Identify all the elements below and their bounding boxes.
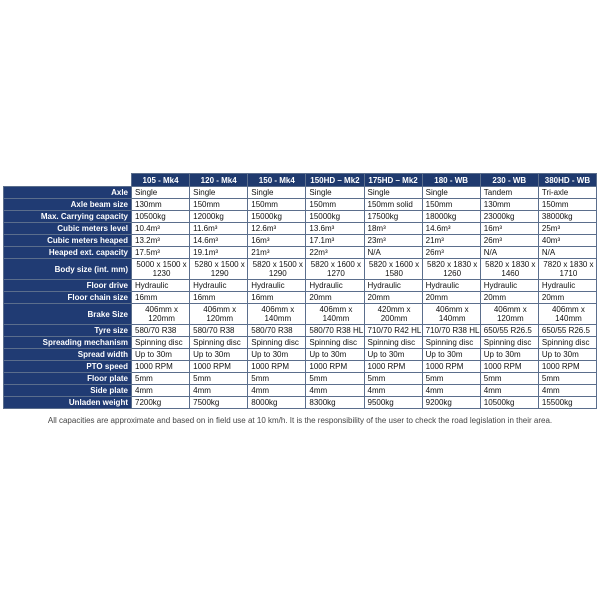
table-cell: 17.5m³ [132,247,190,259]
table-cell: Up to 30m [132,349,190,361]
table-cell: 5mm [480,373,538,385]
table-cell: 130mm [480,199,538,211]
row-label: Floor chain size [4,292,132,304]
table-cell: 150mm [538,199,596,211]
table-cell: 40m³ [538,235,596,247]
row-label: Body size (int. mm) [4,259,132,280]
table-cell: 38000kg [538,211,596,223]
table-cell: Single [422,187,480,199]
row-label: Spreading mechanism [4,337,132,349]
spec-body [4,187,597,409]
table-cell: 1000 RPM [538,361,596,373]
table-cell: 406mm x 140mm [422,304,480,325]
table-row [4,280,597,292]
table-cell: 16mm [248,292,306,304]
spec-table [3,173,597,409]
table-row [4,385,597,397]
column-header: 105 - Mk4 [132,174,190,187]
table-cell: N/A [364,247,422,259]
table-cell: 5mm [538,373,596,385]
table-cell: 650/55 R26.5 [480,325,538,337]
table-cell: Tri-axle [538,187,596,199]
table-cell: 20mm [422,292,480,304]
table-row [4,247,597,259]
table-cell: 580/70 R38 [132,325,190,337]
table-cell: 10500kg [132,211,190,223]
table-cell: Hydraulic [190,280,248,292]
table-row [4,304,597,325]
row-label: Tyre size [4,325,132,337]
table-cell: 16m³ [248,235,306,247]
table-cell: 8300kg [306,397,364,409]
table-cell: 5mm [364,373,422,385]
table-cell: 11.6m³ [190,223,248,235]
row-label: Axle [4,187,132,199]
table-cell: Up to 30m [538,349,596,361]
table-cell: Spinning disc [132,337,190,349]
header-corner [4,174,132,187]
table-cell: Up to 30m [248,349,306,361]
table-cell: 20mm [364,292,422,304]
table-cell: 17.1m³ [306,235,364,247]
table-cell: Up to 30m [190,349,248,361]
row-label: Spread width [4,349,132,361]
table-cell: 580/70 R38 [190,325,248,337]
table-cell: Spinning disc [538,337,596,349]
table-cell: 16mm [190,292,248,304]
table-cell: 4mm [364,385,422,397]
table-cell: 21m³ [248,247,306,259]
table-cell: 20mm [538,292,596,304]
table-cell: 5mm [248,373,306,385]
header-row [4,174,597,187]
table-cell: Single [132,187,190,199]
table-cell: Hydraulic [538,280,596,292]
table-cell: 420mm x 200mm [364,304,422,325]
table-cell: 14.6m³ [422,223,480,235]
table-cell: 13.2m³ [132,235,190,247]
table-cell: 406mm x 120mm [480,304,538,325]
table-cell: 14.6m³ [190,235,248,247]
table-cell: 16mm [132,292,190,304]
table-cell: 1000 RPM [248,361,306,373]
table-cell: 1000 RPM [480,361,538,373]
row-label: Cubic meters level [4,223,132,235]
table-cell: 406mm x 120mm [190,304,248,325]
table-cell: Hydraulic [422,280,480,292]
table-cell: 13.6m³ [306,223,364,235]
table-row [4,223,597,235]
table-cell: Spinning disc [480,337,538,349]
table-cell: 23m³ [364,235,422,247]
table-cell: 8000kg [248,397,306,409]
table-cell: Tandem [480,187,538,199]
row-label: PTO speed [4,361,132,373]
table-row [4,337,597,349]
table-row [4,373,597,385]
table-row [4,349,597,361]
table-row [4,187,597,199]
table-cell: 26m³ [422,247,480,259]
table-cell: 130mm [132,199,190,211]
table-cell: Hydraulic [132,280,190,292]
table-cell: 15500kg [538,397,596,409]
table-cell: Spinning disc [190,337,248,349]
table-cell: 12000kg [190,211,248,223]
table-cell: 710/70 R38 HL [422,325,480,337]
table-cell: Spinning disc [248,337,306,349]
table-cell: 9500kg [364,397,422,409]
table-cell: 5mm [132,373,190,385]
table-cell: 150mm [306,199,364,211]
table-cell: Up to 30m [306,349,364,361]
table-cell: 4mm [248,385,306,397]
table-cell: 25m³ [538,223,596,235]
table-cell: Up to 30m [422,349,480,361]
row-label: Axle beam size [4,199,132,211]
footnote: All capacities are approximate and based on in field use at 10 km/h. It is the responsibility of the user to check the road legislation in their area. [47,416,553,425]
table-cell: 9200kg [422,397,480,409]
table-cell: 16m³ [480,223,538,235]
table-cell: 19.1m³ [190,247,248,259]
row-label: Floor plate [4,373,132,385]
table-cell: Single [306,187,364,199]
table-cell: 1000 RPM [306,361,364,373]
table-cell: 710/70 R42 HL [364,325,422,337]
table-cell: 406mm x 140mm [248,304,306,325]
table-cell: Hydraulic [364,280,422,292]
table-cell: 15000kg [306,211,364,223]
table-cell: 150mm [190,199,248,211]
table-cell: 17500kg [364,211,422,223]
table-cell: Spinning disc [306,337,364,349]
table-cell: 5820 x 1600 x 1270 [306,259,364,280]
table-cell: 21m³ [422,235,480,247]
table-cell: 1000 RPM [190,361,248,373]
row-label: Cubic meters heaped [4,235,132,247]
table-cell: Single [190,187,248,199]
table-cell: 5280 x 1500 x 1290 [190,259,248,280]
column-header: 120 - Mk4 [190,174,248,187]
table-cell: 4mm [538,385,596,397]
table-cell: 20mm [306,292,364,304]
table-cell: 7500kg [190,397,248,409]
table-cell: 150mm [422,199,480,211]
table-cell: 580/70 R38 HL [306,325,364,337]
column-header: 230 - WB [480,174,538,187]
row-label: Heaped ext. capacity [4,247,132,259]
table-cell: 23000kg [480,211,538,223]
table-cell: 5820 x 1830 x 1460 [480,259,538,280]
table-cell: N/A [538,247,596,259]
table-cell: 26m³ [480,235,538,247]
table-cell: Hydraulic [248,280,306,292]
table-cell: 7200kg [132,397,190,409]
table-row [4,325,597,337]
table-cell: 4mm [190,385,248,397]
table-cell: 406mm x 140mm [306,304,364,325]
table-cell: 1000 RPM [422,361,480,373]
table-row [4,292,597,304]
table-row [4,361,597,373]
table-row [4,235,597,247]
table-cell: Spinning disc [364,337,422,349]
table-cell: 5mm [190,373,248,385]
table-cell: 150mm [248,199,306,211]
table-cell: 18m³ [364,223,422,235]
row-label: Side plate [4,385,132,397]
table-cell: 10500kg [480,397,538,409]
row-label: Max. Carrying capacity [4,211,132,223]
table-cell: 12.6m³ [248,223,306,235]
table-cell: Hydraulic [306,280,364,292]
table-cell: 22m³ [306,247,364,259]
table-cell: 150mm solid [364,199,422,211]
row-label: Unladen weight [4,397,132,409]
column-header: 150 - Mk4 [248,174,306,187]
table-cell: 18000kg [422,211,480,223]
table-row [4,199,597,211]
column-header: 180 - WB [422,174,480,187]
table-cell: 650/55 R26.5 [538,325,596,337]
table-cell: 580/70 R38 [248,325,306,337]
table-cell: 4mm [480,385,538,397]
table-cell: Up to 30m [480,349,538,361]
table-cell: 4mm [422,385,480,397]
table-cell: 5mm [306,373,364,385]
table-cell: 5mm [422,373,480,385]
table-cell: 7820 x 1830 x 1710 [538,259,596,280]
table-cell: 406mm x 140mm [538,304,596,325]
table-cell: 5820 x 1830 x 1260 [422,259,480,280]
table-cell: Single [364,187,422,199]
table-cell: 4mm [306,385,364,397]
table-cell: Spinning disc [422,337,480,349]
table-cell: Single [248,187,306,199]
row-label: Brake Size [4,304,132,325]
table-row [4,259,597,280]
table-cell: 5820 x 1600 x 1580 [364,259,422,280]
column-header: 380HD - WB [538,174,596,187]
table-cell: 406mm x 120mm [132,304,190,325]
table-cell: 5000 x 1500 x 1230 [132,259,190,280]
column-header: 175HD – Mk2 [364,174,422,187]
table-cell: N/A [480,247,538,259]
table-cell: 1000 RPM [132,361,190,373]
table-cell: Up to 30m [364,349,422,361]
table-cell: 1000 RPM [364,361,422,373]
table-cell: 20mm [480,292,538,304]
table-cell: 5820 x 1500 x 1290 [248,259,306,280]
table-cell: 15000kg [248,211,306,223]
column-header: 150HD – Mk2 [306,174,364,187]
table-row [4,397,597,409]
table-row [4,211,597,223]
row-label: Floor drive [4,280,132,292]
table-cell: 4mm [132,385,190,397]
table-cell: Hydraulic [480,280,538,292]
table-cell: 10.4m³ [132,223,190,235]
